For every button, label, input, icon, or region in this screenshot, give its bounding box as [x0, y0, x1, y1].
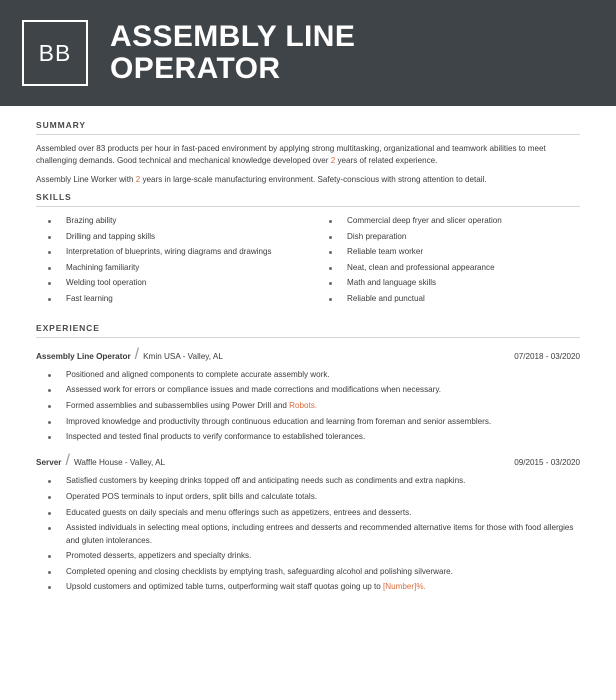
- page-title: [110, 21, 355, 85]
- list-item: Drilling and tapping skills: [36, 231, 299, 243]
- list-item: Machining familiarity: [36, 262, 299, 274]
- list-item: Commercial deep fryer and slicer operation: [317, 215, 580, 227]
- title-line-1: ASSEMBLY LINE: [110, 20, 356, 54]
- list-item: Welding tool operation: [36, 277, 299, 289]
- summary-p1-highlight: 2: [330, 156, 336, 166]
- summary-paragraph-1: [36, 143, 580, 168]
- bullet-highlight: [Number]%.: [383, 582, 426, 592]
- section-skills: [36, 192, 580, 309]
- experience-entry: [36, 346, 580, 444]
- job-role: Assembly Line Operator: [36, 351, 131, 361]
- summary-p1-part-b: years of related experience.: [335, 156, 438, 166]
- section-experience: [36, 323, 580, 594]
- section-title-summary: SUMMARY: [36, 120, 86, 130]
- list-item: Educated guests on daily specials and menu offerings such as appetizers, entrees and desserts.: [36, 507, 580, 519]
- job-role: Server: [36, 458, 62, 468]
- list-item: Fast learning: [36, 293, 299, 305]
- job-separator: /: [134, 345, 140, 363]
- section-summary: [36, 120, 580, 186]
- title-line-2: OPERATOR: [110, 52, 281, 85]
- summary-paragraph-2: [36, 174, 580, 186]
- divider: [36, 134, 580, 135]
- list-item: Satisfied customers by keeping drinks topped off and anticipating needs such as condiments and extra napkins.: [36, 475, 580, 487]
- skills-list-left: [36, 215, 299, 305]
- summary-p1-part-a: Assembled over 83 products per hour in fast-paced environment by applying strong multitasking, organizational and teamwork abilities to meet challenging demands. Good technical and mechanical knowledge developed over: [36, 144, 546, 166]
- bullet-highlight: Robots.: [289, 401, 318, 411]
- list-item: [36, 400, 580, 412]
- list-item: Interpretation of blueprints, wiring diagrams and drawings: [36, 246, 299, 258]
- skills-column-right: [317, 215, 580, 309]
- list-item: Promoted desserts, appetizers and specialty drinks.: [36, 550, 580, 562]
- list-item: Positioned and aligned components to complete accurate assembly work.: [36, 369, 580, 381]
- section-title-experience: EXPERIENCE: [36, 322, 100, 333]
- list-item: Improved knowledge and productivity through continuous education and learning from foreman and senior assemblers.: [36, 416, 580, 428]
- list-item: Dish preparation: [317, 231, 580, 243]
- initials-monogram: [22, 20, 88, 86]
- resume-body: [0, 106, 616, 594]
- experience-entry: [36, 452, 580, 593]
- summary-p2-part-a: Assembly Line Worker with: [36, 174, 136, 184]
- list-item: Neat, clean and professional appearance: [317, 262, 580, 274]
- section-title-skills: SKILLS: [36, 191, 72, 202]
- job-company: Kmin USA - Valley, AL: [143, 351, 223, 361]
- list-item: Completed opening and closing checklists by emptying trash, safeguarding alcohol and polishing silverware.: [36, 566, 580, 578]
- list-item: Inspected and tested final products to verify conformance to established tolerances.: [36, 431, 580, 443]
- job-dates: 09/2015 - 03/2020: [514, 458, 580, 468]
- list-item: Reliable team worker: [317, 246, 580, 258]
- list-item: Assessed work for errors or compliance issues and made corrections and modifications when necessary.: [36, 384, 580, 396]
- skills-column-left: [36, 215, 299, 309]
- experience-entry-header: [36, 346, 580, 364]
- job-bullet-list: [36, 369, 580, 444]
- list-item: Operated POS terminals to input orders, split bills and calculate totals.: [36, 491, 580, 503]
- list-item: Assisted individuals in selecting meal options, including entrees and desserts and recommended alternative items for those with food allergies and gluten intolerances.: [36, 522, 580, 546]
- bullet-text: Formed assemblies and subassemblies using Power Drill and: [66, 401, 290, 411]
- list-item: Math and language skills: [317, 277, 580, 289]
- divider: [36, 337, 580, 338]
- job-separator: /: [65, 452, 70, 470]
- list-item: [36, 581, 580, 593]
- initials-text: BB: [38, 39, 72, 66]
- summary-p2-highlight: 2: [135, 174, 141, 184]
- experience-entry-header: [36, 452, 580, 470]
- experience-entry-heading: [36, 452, 165, 470]
- bullet-text: Upsold customers and optimized table turns, outperforming wait staff quotas going up to: [66, 582, 384, 592]
- divider: [36, 206, 580, 207]
- job-bullet-list: [36, 475, 580, 593]
- list-item: Reliable and punctual: [317, 293, 580, 305]
- job-dates: 07/2018 - 03/2020: [514, 351, 580, 361]
- summary-p2-part-b: years in large-scale manufacturing environment. Safety-conscious with strong attention to detail.: [140, 174, 487, 184]
- experience-entry-heading: [36, 346, 223, 364]
- resume-header: [0, 0, 616, 106]
- list-item: Brazing ability: [36, 215, 299, 227]
- job-company: Waffle House - Valley, AL: [73, 458, 166, 468]
- skills-list-right: [317, 215, 580, 305]
